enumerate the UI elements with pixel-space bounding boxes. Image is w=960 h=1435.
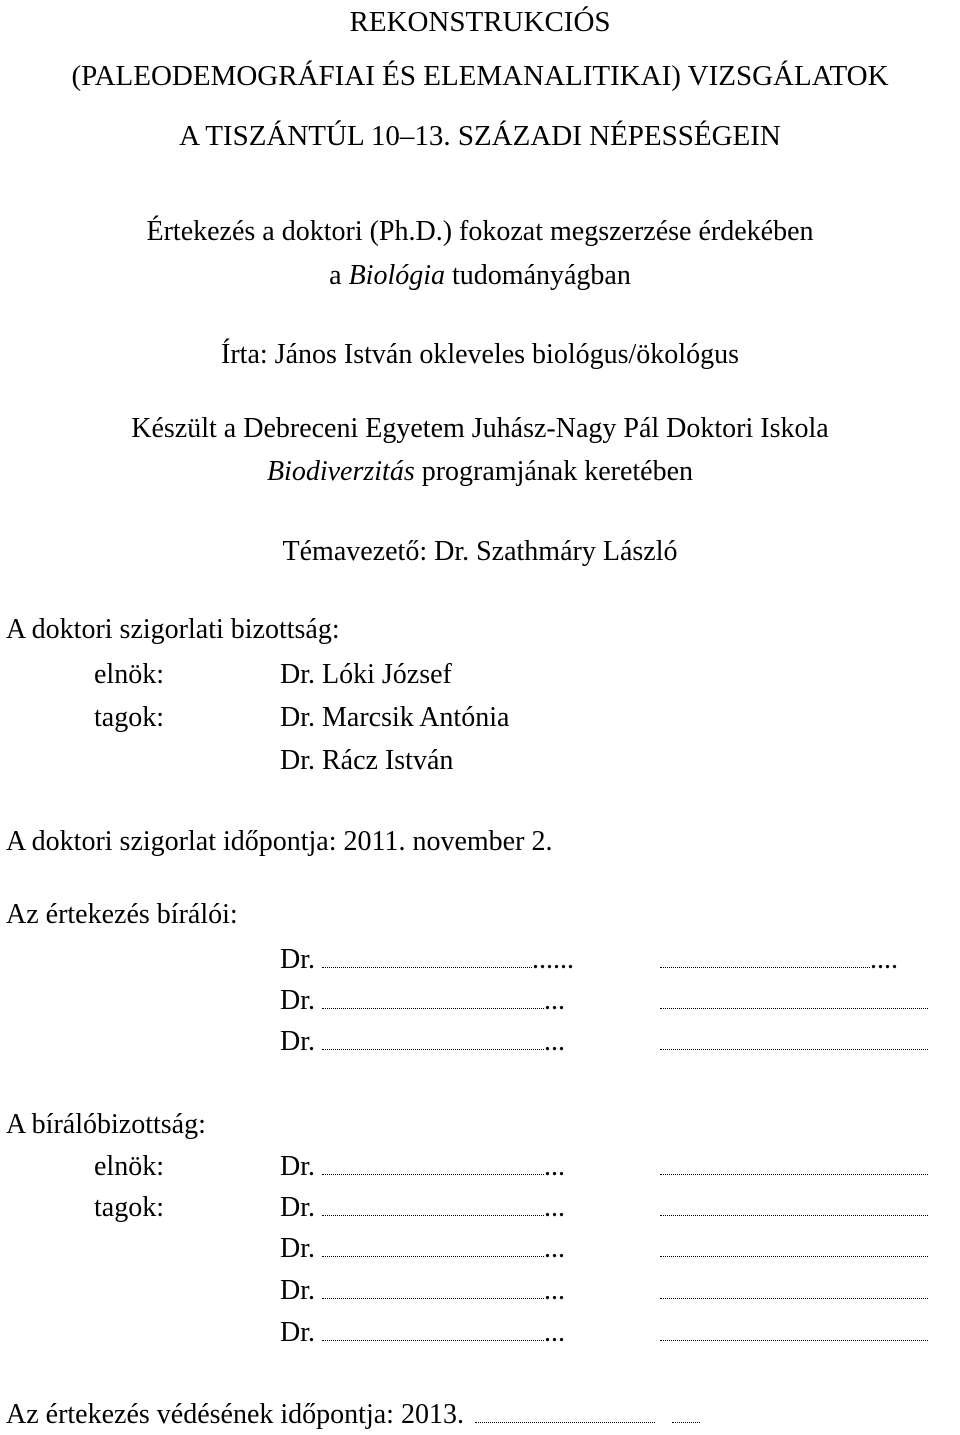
- author-line: Írta: János István okleveles biológus/ökológus: [221, 339, 739, 370]
- blank-line: [660, 986, 928, 1009]
- review-dots: ...: [544, 1233, 565, 1264]
- title-line-2: (PALEODEMOGRÁFIAI ÉS ELEMANALITIKAI) VIZSGÁLATOK: [71, 60, 889, 92]
- blank-line: [672, 1400, 700, 1423]
- program-name: Biodiverzitás: [266, 456, 415, 487]
- reviewer-row: [280, 943, 574, 977]
- reviewer-prefix: Dr.: [280, 944, 315, 975]
- exam-chair-label: elnök:: [94, 659, 164, 690]
- institution-line-2: [0, 455, 960, 489]
- review-prefix: Dr.: [280, 1192, 315, 1223]
- supervisor-line: Témavezető: Dr. Szathmáry László: [282, 536, 678, 567]
- exam-chair-name: Dr. Lóki József: [280, 659, 452, 690]
- review-dots: ...: [544, 1275, 565, 1306]
- review-dots: ...: [544, 1151, 565, 1182]
- institution-line-1: Készült a Debreceni Egyetem Juhász-Nagy Pál Doktori Iskola: [131, 413, 829, 444]
- purpose-line-1: Értekezés a doktori (Ph.D.) fokozat megszerzése érdekében: [146, 216, 814, 247]
- blank-line: [660, 1193, 928, 1216]
- review-prefix: Dr.: [280, 1275, 315, 1306]
- reviewer-dots: ...: [544, 1026, 565, 1057]
- exam-member-1: Dr. Marcsik Antónia: [280, 702, 510, 733]
- blank-line: [322, 945, 532, 968]
- review-prefix: Dr.: [280, 1317, 315, 1348]
- reviewer-row-second-column: [660, 943, 898, 977]
- review-committee-heading: A bírálóbizottság:: [6, 1109, 206, 1140]
- blank-line: [660, 1276, 928, 1299]
- blank-line: [660, 1027, 928, 1050]
- blank-line: [322, 1027, 544, 1050]
- blank-line: [322, 1152, 544, 1175]
- blank-line: [322, 1318, 544, 1341]
- title-line-1: REKONSTRUKCIÓS: [349, 6, 611, 38]
- reviewer-row-second-column: [660, 1025, 928, 1059]
- title-line-3: A TISZÁNTÚL 10–13. SZÁZADI NÉPESSÉGEIN: [179, 120, 781, 152]
- review-committee-row-second-column: [660, 1274, 928, 1308]
- review-committee-row-second-column: [660, 1232, 928, 1266]
- reviewer-dots-end: ....: [870, 944, 898, 975]
- reviewer-dots: ...: [544, 985, 565, 1016]
- review-prefix: Dr.: [280, 1233, 315, 1264]
- reviewer-row: [280, 984, 565, 1018]
- defense-date-line: [6, 1398, 700, 1432]
- reviewer-row-second-column: [660, 984, 928, 1018]
- reviewer-row: [280, 1025, 565, 1059]
- review-committee-row: [280, 1274, 565, 1308]
- review-committee-row: [280, 1150, 565, 1184]
- reviewers-heading: Az értekezés bírálói:: [6, 899, 238, 930]
- purpose-discipline: Biológia: [348, 260, 446, 291]
- review-chair-label: elnök:: [94, 1151, 164, 1182]
- reviewer-prefix: Dr.: [280, 985, 315, 1016]
- institution-line-2-suffix: programjának keretében: [414, 456, 694, 487]
- review-committee-row: [280, 1232, 565, 1266]
- blank-line: [660, 1234, 928, 1257]
- blank-line: [660, 1318, 928, 1341]
- blank-line: [322, 1193, 544, 1216]
- blank-line: [660, 945, 870, 968]
- review-committee-row-second-column: [660, 1191, 928, 1225]
- blank-line: [475, 1400, 655, 1423]
- review-committee-row-second-column: [660, 1316, 928, 1350]
- reviewer-dots: ......: [532, 944, 574, 975]
- review-prefix: Dr.: [280, 1151, 315, 1182]
- purpose-line-2-suffix: tudományágban: [445, 260, 631, 291]
- blank-line: [322, 986, 544, 1009]
- blank-line: [322, 1276, 544, 1299]
- review-dots: ...: [544, 1317, 565, 1348]
- review-committee-row-second-column: [660, 1150, 928, 1184]
- blank-line: [660, 1152, 928, 1175]
- defense-date-text: Az értekezés védésének időpontja: 2013.: [6, 1399, 464, 1430]
- purpose-line-2: [0, 259, 960, 293]
- exam-members-label: tagok:: [94, 702, 164, 733]
- exam-committee-heading: A doktori szigorlati bizottság:: [6, 614, 340, 645]
- reviewer-prefix: Dr.: [280, 1026, 315, 1057]
- blank-line: [322, 1234, 544, 1257]
- exam-member-2: Dr. Rácz István: [280, 745, 454, 776]
- purpose-line-2-prefix: a: [329, 260, 349, 291]
- review-members-label: tagok:: [94, 1192, 164, 1223]
- review-committee-row: [280, 1316, 565, 1350]
- review-dots: ...: [544, 1192, 565, 1223]
- exam-date-line: A doktori szigorlat időpontja: 2011. november 2.: [6, 826, 553, 857]
- review-committee-row: [280, 1191, 565, 1225]
